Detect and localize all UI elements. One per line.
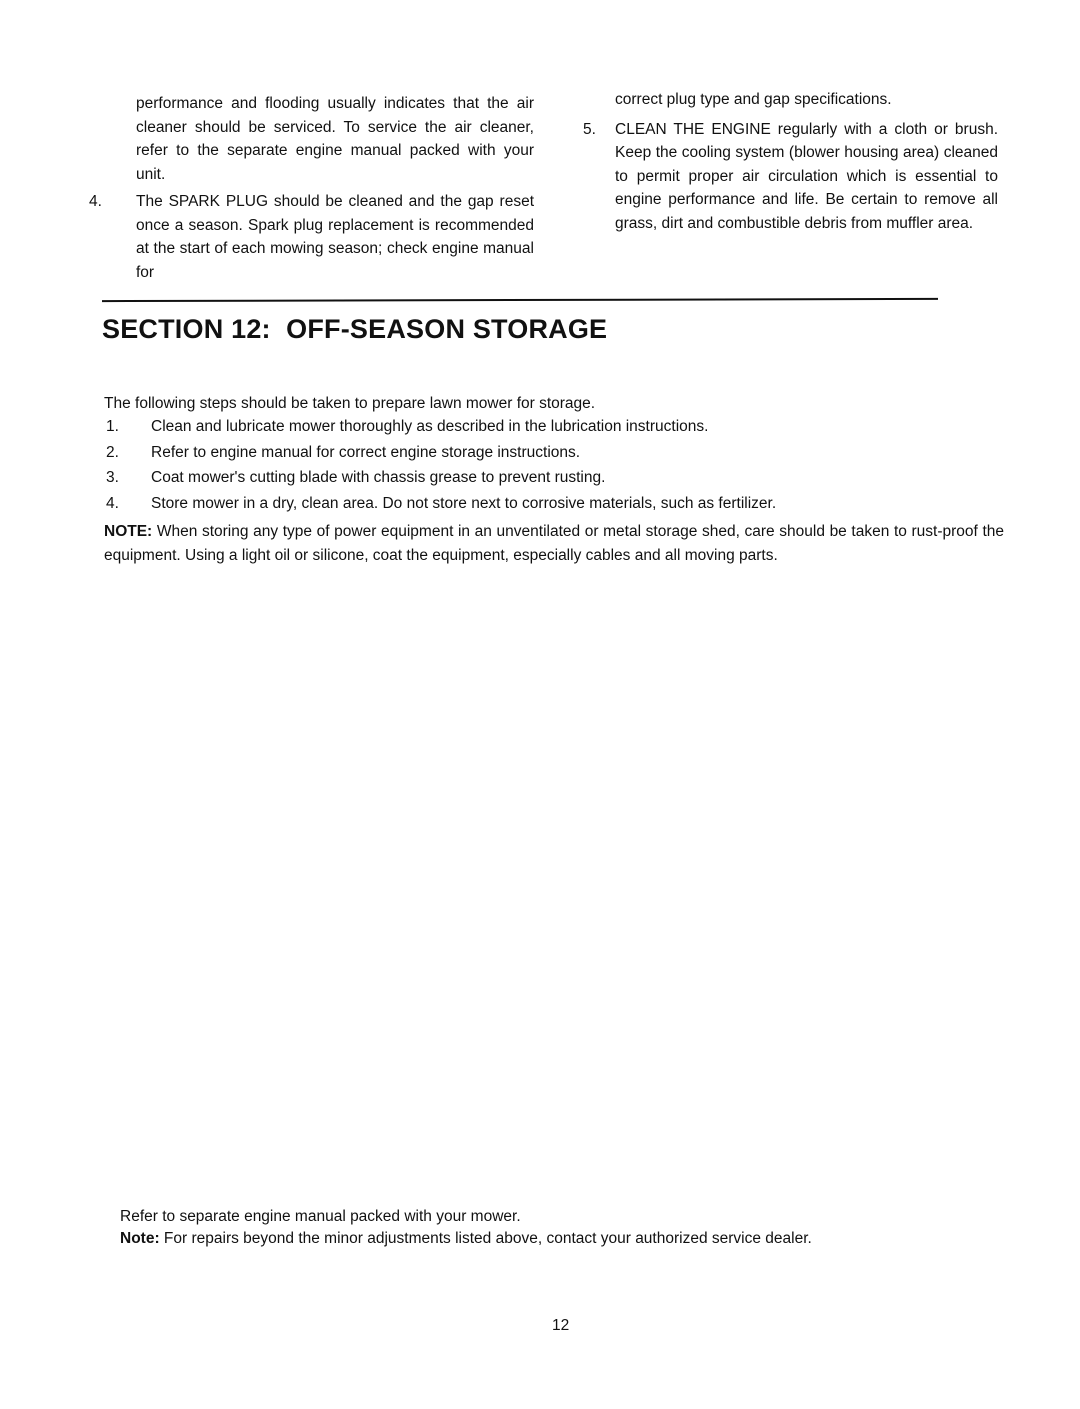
note-text: For repairs beyond the minor adjustments listed above, contact your authorized service dealer. — [163, 1230, 812, 1247]
right-continuation — [583, 88, 998, 112]
paragraph-text: correct plug type and gap specifications. — [615, 91, 892, 108]
footer-note — [120, 1228, 940, 1250]
list-item — [106, 414, 1006, 440]
item-number: 4. — [106, 494, 119, 512]
list-item-spark-plug — [89, 190, 534, 284]
storage-steps — [106, 414, 1006, 516]
item-number: 3. — [106, 469, 119, 486]
section-title: SECTION 12: OFF-SEASON STORAGE — [102, 314, 608, 344]
item-number: 1. — [106, 418, 119, 435]
note-label: Note: — [120, 1230, 160, 1247]
storage-note — [104, 520, 1004, 568]
page-number: 12 — [552, 1317, 570, 1334]
item-text: CLEAN THE ENGINE regularly with a cloth or brush. Keep the cooling system (blower housing area) cleaned to permit proper air circulation which is essential to engine performance and life. Be certain to remove all grass, dirt and combustible debris from muffler area. — [615, 120, 998, 232]
item-number: 4. — [89, 193, 102, 210]
item-text: Coat mower's cutting blade with chassis grease to prevent rusting. — [151, 469, 606, 486]
item-text: The SPARK PLUG should be cleaned and the gap reset once a season. Spark plug replacement is recommended at the start of each mowing season; check engine manual for — [136, 193, 534, 281]
section-divider — [102, 298, 938, 302]
right-column — [583, 88, 998, 235]
item-text: Clean and lubricate mower thoroughly as described in the lubrication instructions. — [151, 418, 709, 435]
note-text: When storing any type of power equipment in an unventilated or metal storage shed, care should be taken to rust-proof the equipment. Using a light oil or silicone, coat the equipment, especially cables and all moving parts. — [104, 523, 1004, 564]
list-item — [106, 465, 1006, 491]
left-column — [89, 92, 534, 284]
refer-text: Refer to separate engine manual packed with your mower. — [120, 1208, 521, 1225]
list-item-clean-engine — [583, 118, 998, 236]
list-item — [106, 440, 1006, 466]
item-text: Store mower in a dry, clean area. Do not store next to corrosive materials, such as fertilizer. — [151, 494, 777, 512]
paragraph-text: performance and flooding usually indicates that the air cleaner should be serviced. To service the air cleaner, refer to the separate engine manual packed with your unit. — [136, 95, 534, 183]
item-number: 5. — [583, 120, 596, 138]
section-intro: The following steps should be taken to prepare lawn mower for storage. — [104, 395, 596, 412]
item-number: 2. — [106, 443, 119, 461]
list-item — [106, 491, 1006, 517]
item-text: Refer to engine manual for correct engine storage instructions. — [151, 443, 581, 461]
left-continuation — [104, 92, 534, 186]
footer-notes — [120, 1206, 940, 1250]
note-label: NOTE: — [104, 523, 153, 540]
